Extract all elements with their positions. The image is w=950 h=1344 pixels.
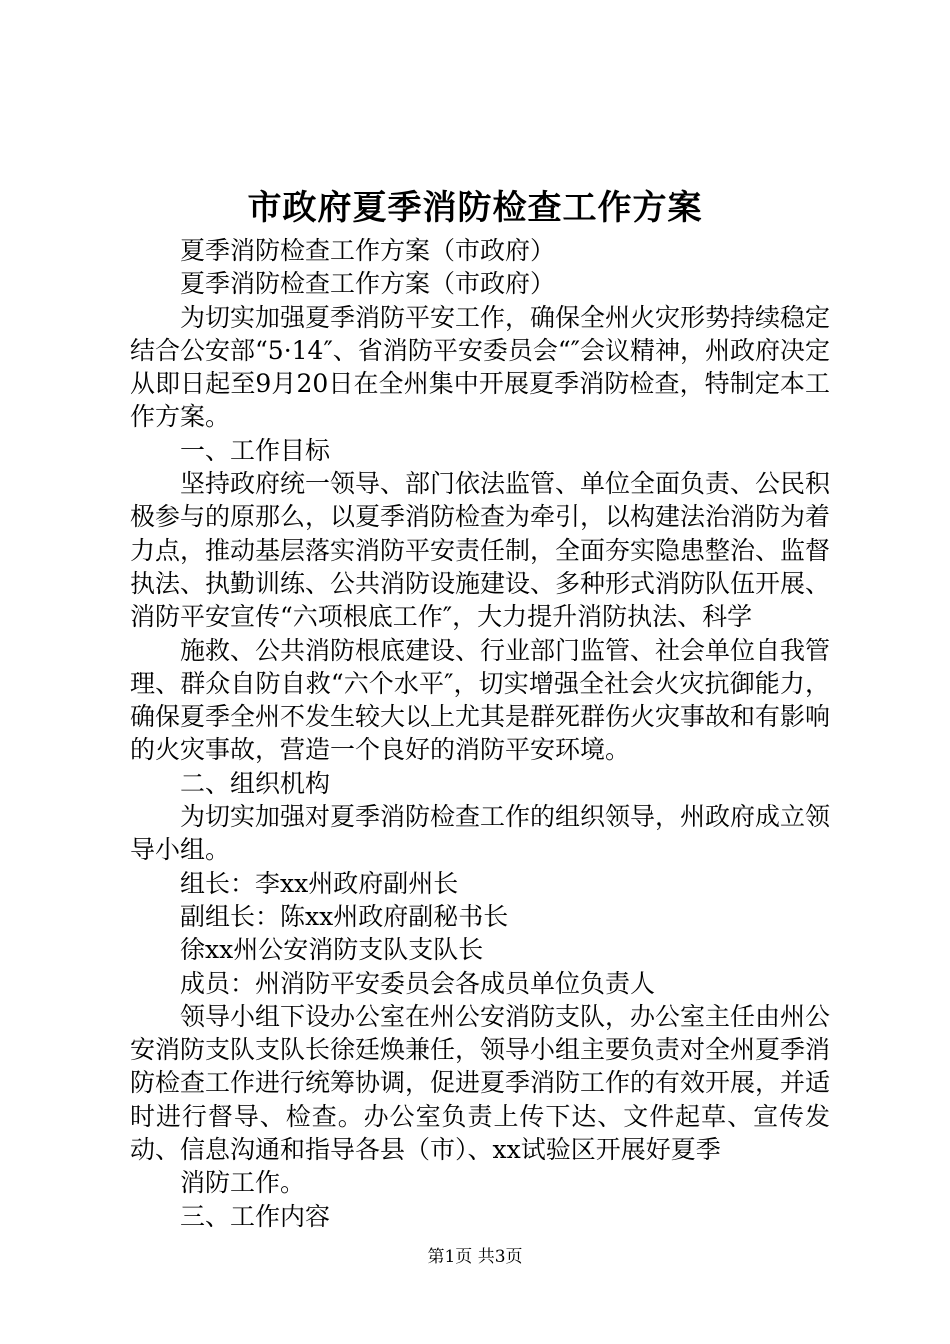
- section-heading: 一、工作目标: [180, 435, 331, 465]
- paragraph: 坚持政府统一领导、部门依法监管、单位全面负责、公民积极参与的原那么，以夏季消防检查为牵引，以构建法治消防为着力点，推动基层落实消防平安责任制，全面夯实隐患整治、监督执法、执勤训练、公共消防设施建设、多种形式消防队伍开展、消防平安宣传“六项根底工作″，大力提升消防执法、科学: [130, 469, 831, 632]
- page-number: 第1页 共3页: [427, 1247, 523, 1267]
- paragraph: 施救、公共消防根底建设、行业部门监管、社会单位自我管理、群众自防自救“六个水平″，切实增强全社会火灾抗御能力，确保夏季全州不发生较大以上尤其是群死群伤火灾事故和有影响的火灾事故，营造一个良好的消防平安环境。: [130, 635, 831, 765]
- paragraph: 消防工作。: [180, 1168, 306, 1198]
- paragraph: 组长：李xx州政府副州长: [180, 868, 459, 898]
- paragraph: 成员：州消防平安委员会各成员单位负责人: [180, 968, 656, 998]
- document-title: 市政府夏季消防检查工作方案: [247, 188, 703, 228]
- paragraph: 为切实加强对夏季消防检查工作的组织领导，州政府成立领导小组。: [130, 802, 831, 865]
- section-heading: 三、工作内容: [180, 1201, 331, 1231]
- paragraph: 夏季消防检查工作方案（市政府）: [180, 269, 556, 299]
- paragraph: 夏季消防检查工作方案（市政府）: [180, 236, 556, 265]
- section-heading: 二、组织机构: [180, 768, 331, 798]
- paragraph: 为切实加强夏季消防平安工作，确保全州火灾形势持续稳定结合公安部“5·14″、省消防平安委员会“″会议精神，州政府决定从即日起至9月20日在全州集中开展夏季消防检查，特制定本工作方案。: [130, 302, 831, 432]
- document-body: [130, 234, 830, 1233]
- paragraph: 领导小组下设办公室在州公安消防支队，办公室主任由州公安消防支队支队长徐廷焕兼任，领导小组主要负责对全州夏季消防检查工作进行统筹协调，促进夏季消防工作的有效开展，并适时进行督导、检查。办公室负责上传下达、文件起草、宣传发动、信息沟通和指导各县（市）、xx试验区开展好夏季: [130, 1001, 831, 1165]
- paragraph: 副组长：陈xx州政府副秘书长: [180, 901, 509, 931]
- paragraph: 徐xx州公安消防支队支队长: [180, 935, 484, 965]
- page-footer: [0, 1246, 950, 1268]
